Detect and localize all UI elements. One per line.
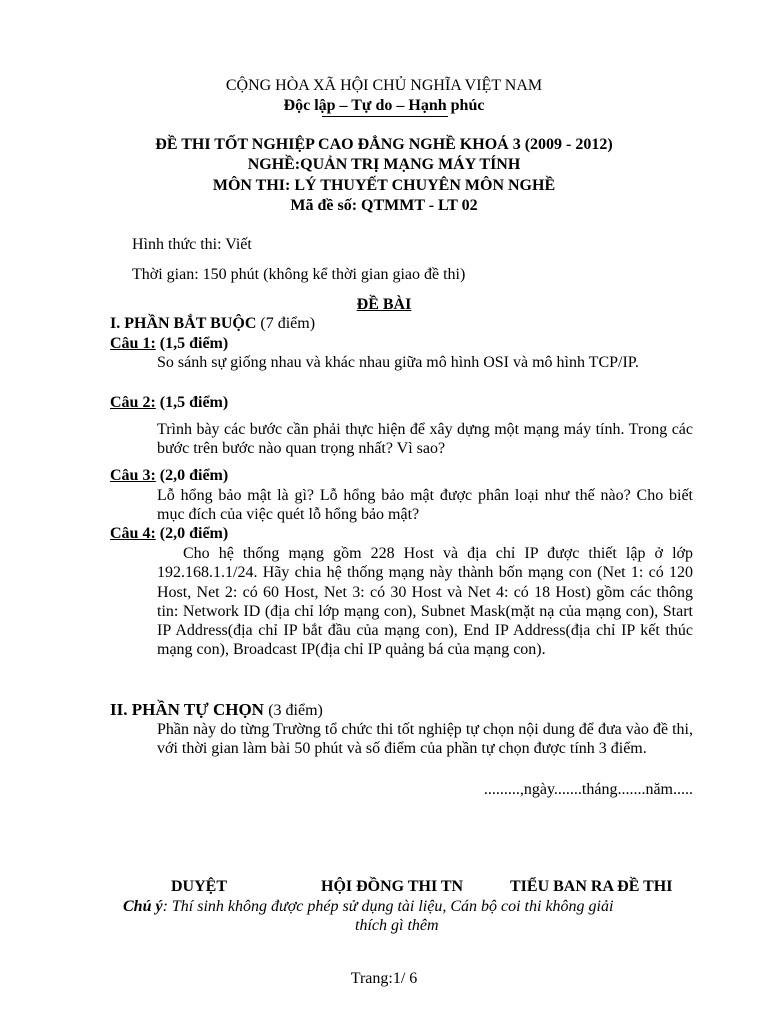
question-4-text: Cho hệ thống mạng gồm 228 Host và địa chỉ IP được thiết lập ở lớp 192.168.1.1/24. Hãy chia hệ thống mạng này thành bốn mạng con (Net 1: có 120 Host, Net 2: có 60 Host, Net 3: có 30 Host và Net 4: có 18 Host) gồm các thông tin: Network ID (địa chỉ lớp mạng con), Subnet Mask(mặt nạ của mạng con), Start IP Address(địa chỉ IP bắt đầu của mạng con), End IP Address(địa chỉ IP kết thúc mạng con), Broadcast IP(địa chỉ IP quảng bá của mạng con). (157, 545, 693, 659)
note-text-continued: thích gì thêm (355, 917, 439, 934)
signature-board: TIỂU BAN RA ĐỀ THI (510, 878, 673, 895)
question-2-heading (110, 393, 228, 413)
exam-title: ĐỀ THI TỐT NGHIỆP CAO ĐẲNG NGHỀ KHOÁ 3 (2009 - 2012) (155, 136, 613, 153)
exam-time: Thời gian: 150 phút (không kể thời gian giao đề thi) (132, 266, 466, 283)
part1-heading (110, 314, 315, 334)
motto: Độc lập – Tự do – Hạnh phúc (283, 97, 485, 114)
question-2-label: Câu 2: (110, 394, 156, 411)
question-2-text: Trình bày các bước cần phải thực hiện để xây dựng một mạng máy tính. Trong các bước trên bước nào quan trọng nhất? Vì sao? (157, 421, 693, 458)
part2-points: (3 điểm) (268, 702, 323, 719)
question-1-points: (1,5 điểm) (159, 335, 229, 352)
question-1-text: So sánh sự giống nhau và khác nhau giữa mô hình OSI và mô hình TCP/IP. (157, 354, 639, 371)
exam-major: NGHỀ:QUẢN TRỊ MẠNG MÁY TÍNH (247, 156, 521, 173)
part1-points: (7 điểm) (260, 315, 316, 332)
exam-code: Mã đề số: QTMMT - LT 02 (290, 197, 478, 214)
exam-form: Hình thức thi: Viết (132, 236, 252, 253)
question-1-heading (110, 334, 228, 354)
question-2-points: (1,5 điểm) (159, 394, 229, 411)
question-3-heading (110, 466, 228, 486)
question-3-points: (2,0 điểm) (159, 467, 229, 484)
exam-subject: MÔN THI: LÝ THUYẾT CHUYÊN MÔN NGHỀ (212, 177, 556, 194)
question-4-points: (2,0 điểm) (159, 525, 229, 542)
country-heading: CỘNG HÒA XÃ HỘI CHỦ NGHĨA VIỆT NAM (225, 77, 543, 94)
note-line (123, 897, 613, 917)
question-4-heading (110, 524, 228, 544)
part2-text: Phần này do từng Trường tổ chức thi tốt nghiệp tự chọn nội dung để đưa vào đề thi, với thời gian làm bài 50 phút và số điểm của phần tự chọn được tính 3 điểm. (157, 721, 693, 758)
note-label: Chú ý (123, 898, 163, 915)
question-3-label: Câu 3: (110, 467, 156, 484)
part2-title: II. PHẦN TỰ CHỌN (110, 700, 264, 719)
part2-heading (110, 700, 323, 721)
signature-council: HỘI ĐỒNG THI TN (321, 878, 464, 895)
date-line: .........,ngày.......tháng.......năm..... (483, 781, 693, 798)
page-number: Trang:1/ 6 (350, 970, 418, 987)
motto-underline (322, 116, 448, 117)
exam-heading: ĐỀ BÀI (356, 296, 412, 313)
note-text: : Thí sinh không được phép sử dụng tài liệu, Cán bộ coi thi không giải (162, 898, 614, 915)
part1-title: I. PHẦN BẮT BUỘC (110, 315, 257, 332)
question-3-text: Lỗ hổng bảo mật là gì? Lỗ hổng bảo mật được phân loại như thế nào? Cho biết mục đích của việc quét lỗ hổng bảo mật? (157, 487, 693, 524)
question-4-label: Câu 4: (110, 525, 156, 542)
question-1-label: Câu 1: (110, 335, 156, 352)
signature-approve: DUYỆT (171, 878, 228, 895)
